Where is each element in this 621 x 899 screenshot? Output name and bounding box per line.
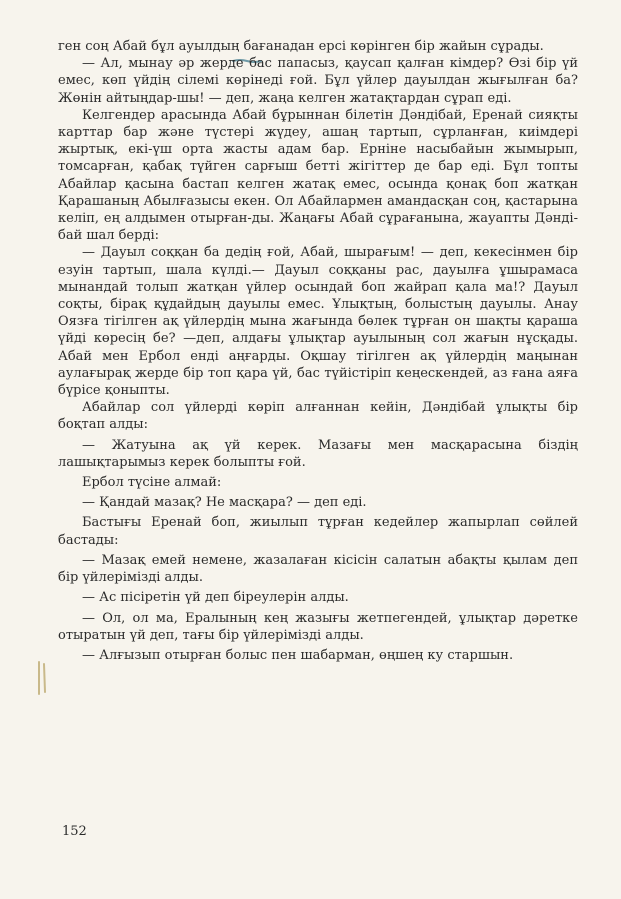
pencil-margin-mark [36, 660, 50, 696]
paragraph: — Мазақ емей немене, жазалаған кісісін салатын абақты қылам деп бір үйлерімізді алды. [58, 552, 578, 586]
page-number: 152 [62, 824, 87, 839]
paragraph: — Ол, ол ма, Ералының кең жазығы жетпегендей, ұлықтар дәретке отыратын үй деп, тағы бір үйлерімізді алды. [58, 610, 578, 643]
paragraph: Келгендер арасында Абай бұрыннан білетін Дәндібай, Еренай сияқты карттар бар және түстері жүдеу, ашаң тартып, сұрланған, киімдері жыртық, екі-үш орта жасты адам бар. Ерніне насыбайын жымырып, томсарған, қабақ түйген сарғыш бетті жігіттер де бар еді. Бұл топты Абайлар қасына бастап келген жатақ емес, осында қонақ боп жатқан Қарашаның Абылғазысы екен. Ол Абайлармен амандасқан соң, қастарына келіп, ең алдымен отырған-ды. Жаңағы Абай сұрағанына, жауапты Дәндібай шал берді: [58, 107, 578, 244]
paragraph: — Жатуына ақ үй керек. Мазағы мен масқарасына біздің лашықтарымыз керек болыпты ғой. [58, 437, 578, 470]
paragraph: Ербол түсіне алмай: [82, 475, 222, 491]
paragraph: — Алғызып отырған болыс пен шабарман, өңшең ку старшын. [82, 647, 514, 663]
body-text [58, 38, 578, 664]
paragraph: — Дауыл соққан ба дедің ғой, Абай, шырағым! — деп, кекесінмен бір езуін тартып, шала күлді.— Дауыл соққаны рас, дауылға ұшырамаса мынандай толып жатқан үйлер осындай боп жайрап қала ма!? Дауыл соқты, бірақ құдайдың дауылы емес. Ұлықтың, болыстың дауылы. Анау Оязға тігілген ақ үйлердің мына жағында бөлек тұрған он шақты қараша үйді көресің бе? —деп, алдағы ұлықтар ауылының сол жағын нұсқады. Абай мен Ербол енді аңғарды. Оқшау тігілген ақ үйлердің маңынан аулағырақ жерде бір топ қара үй, бас түйістіріп кеңескендей, аз ғана аяға бүрісе қоныпты. [58, 245, 578, 399]
paragraph: Бастығы Еренай боп, жиылып тұрған кедейлер жапырлап сөйлей бастады: [58, 515, 578, 548]
paragraph-continued: ген соң Абай бұл ауылдың бағанадан ерсі көрінген бір жайын сұрады. [58, 39, 544, 54]
paragraph: — Ас пісіретін үй деп біреулерін алды. [82, 590, 349, 606]
paragraph: Абайлар сол үйлерді көріп алғаннан кейін, Дәндібай ұлықты бір боқтап алды: [58, 400, 578, 433]
paragraph: — Қандай мазақ? Не масқара? — деп еді. [82, 495, 367, 511]
paragraph: — Ал, мынау әр жерде бас папасыз, қаусап қалған кімдер? Өзі бір үй емес, көп үйдің сілемі көрінеді ғой. Бұл үйлер дауылдан жығылған ба? Жөнін айтыңдар-шы! — деп, жаңа келген жатақтардан сұрап еді. [58, 56, 578, 106]
